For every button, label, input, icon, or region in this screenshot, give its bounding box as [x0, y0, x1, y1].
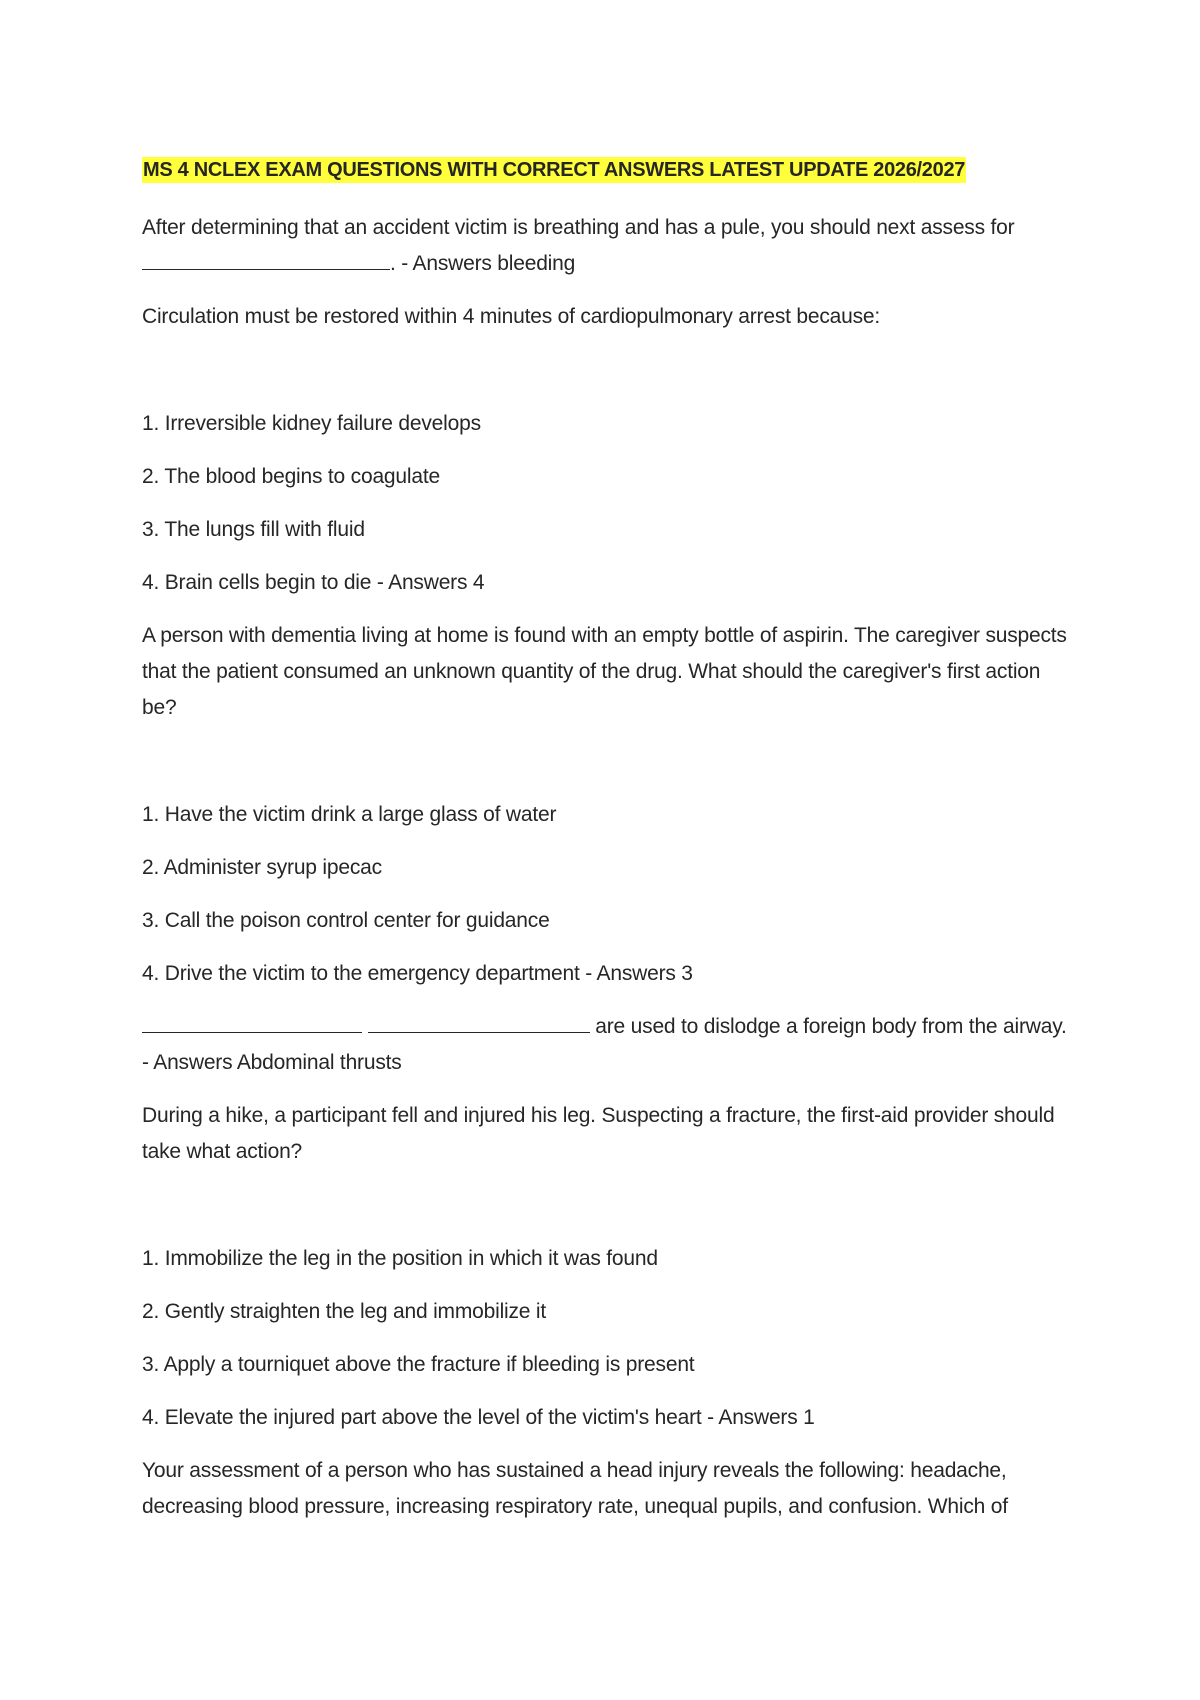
- document-title: MS 4 NCLEX EXAM QUESTIONS WITH CORRECT ANSWERS LATEST UPDATE 2026/2027: [143, 159, 966, 181]
- answer-blank: [142, 247, 390, 270]
- question-6-stem: Your assessment of a person who has sustained a head injury reveals the following: headache, decreasing blood pressure, increasing respiratory rate, unequal pupils, and confusion. Which of: [142, 1459, 1008, 1518]
- spacer: [142, 743, 1072, 797]
- document-title-line: [142, 152, 1072, 188]
- question-3-option-3: 3. Call the poison control center for guidance: [142, 909, 550, 932]
- question-3-option-2: 2. Administer syrup ipecac: [142, 856, 382, 879]
- question-3-stem: A person with dementia living at home is found with an empty bottle of aspirin. The caregiver suspects that the patient consumed an unknown quantity of the drug. What should the caregiver's first action be?: [142, 624, 1067, 719]
- question-5-option-3: 3. Apply a tourniquet above the fracture if bleeding is present: [142, 1353, 695, 1376]
- question-1-text: After determining that an accident victim is breathing and has a pule, you should next assess for: [142, 216, 1015, 239]
- question-2-stem: Circulation must be restored within 4 minutes of cardiopulmonary arrest because:: [142, 305, 881, 328]
- question-2-option-3: 3. The lungs fill with fluid: [142, 518, 365, 541]
- question-2-option-2: 2. The blood begins to coagulate: [142, 465, 440, 488]
- answer-blank: [142, 1010, 362, 1033]
- question-4: [142, 1009, 1072, 1081]
- document-page: [142, 152, 1072, 1542]
- question-1: [142, 210, 1072, 282]
- question-5-option-4: 4. Elevate the injured part above the level of the victim's heart - Answers 1: [142, 1406, 815, 1429]
- spacer: [142, 352, 1072, 406]
- question-1-answer: . - Answers bleeding: [390, 252, 576, 275]
- question-3-option-1: 1. Have the victim drink a large glass of water: [142, 803, 557, 826]
- question-4-text: are used to dislodge a foreign body from the airway. - Answers Abdominal thrusts: [142, 1015, 1067, 1074]
- answer-blank: [368, 1010, 590, 1033]
- question-5-stem: During a hike, a participant fell and injured his leg. Suspecting a fracture, the first-aid provider should take what action?: [142, 1104, 1055, 1163]
- question-5-option-2: 2. Gently straighten the leg and immobilize it: [142, 1300, 547, 1323]
- spacer: [142, 1187, 1072, 1241]
- question-3-option-4: 4. Drive the victim to the emergency department - Answers 3: [142, 962, 693, 985]
- question-5-option-1: 1. Immobilize the leg in the position in which it was found: [142, 1247, 658, 1270]
- question-2-option-4: 4. Brain cells begin to die - Answers 4: [142, 571, 485, 594]
- question-2-option-1: 1. Irreversible kidney failure develops: [142, 412, 481, 435]
